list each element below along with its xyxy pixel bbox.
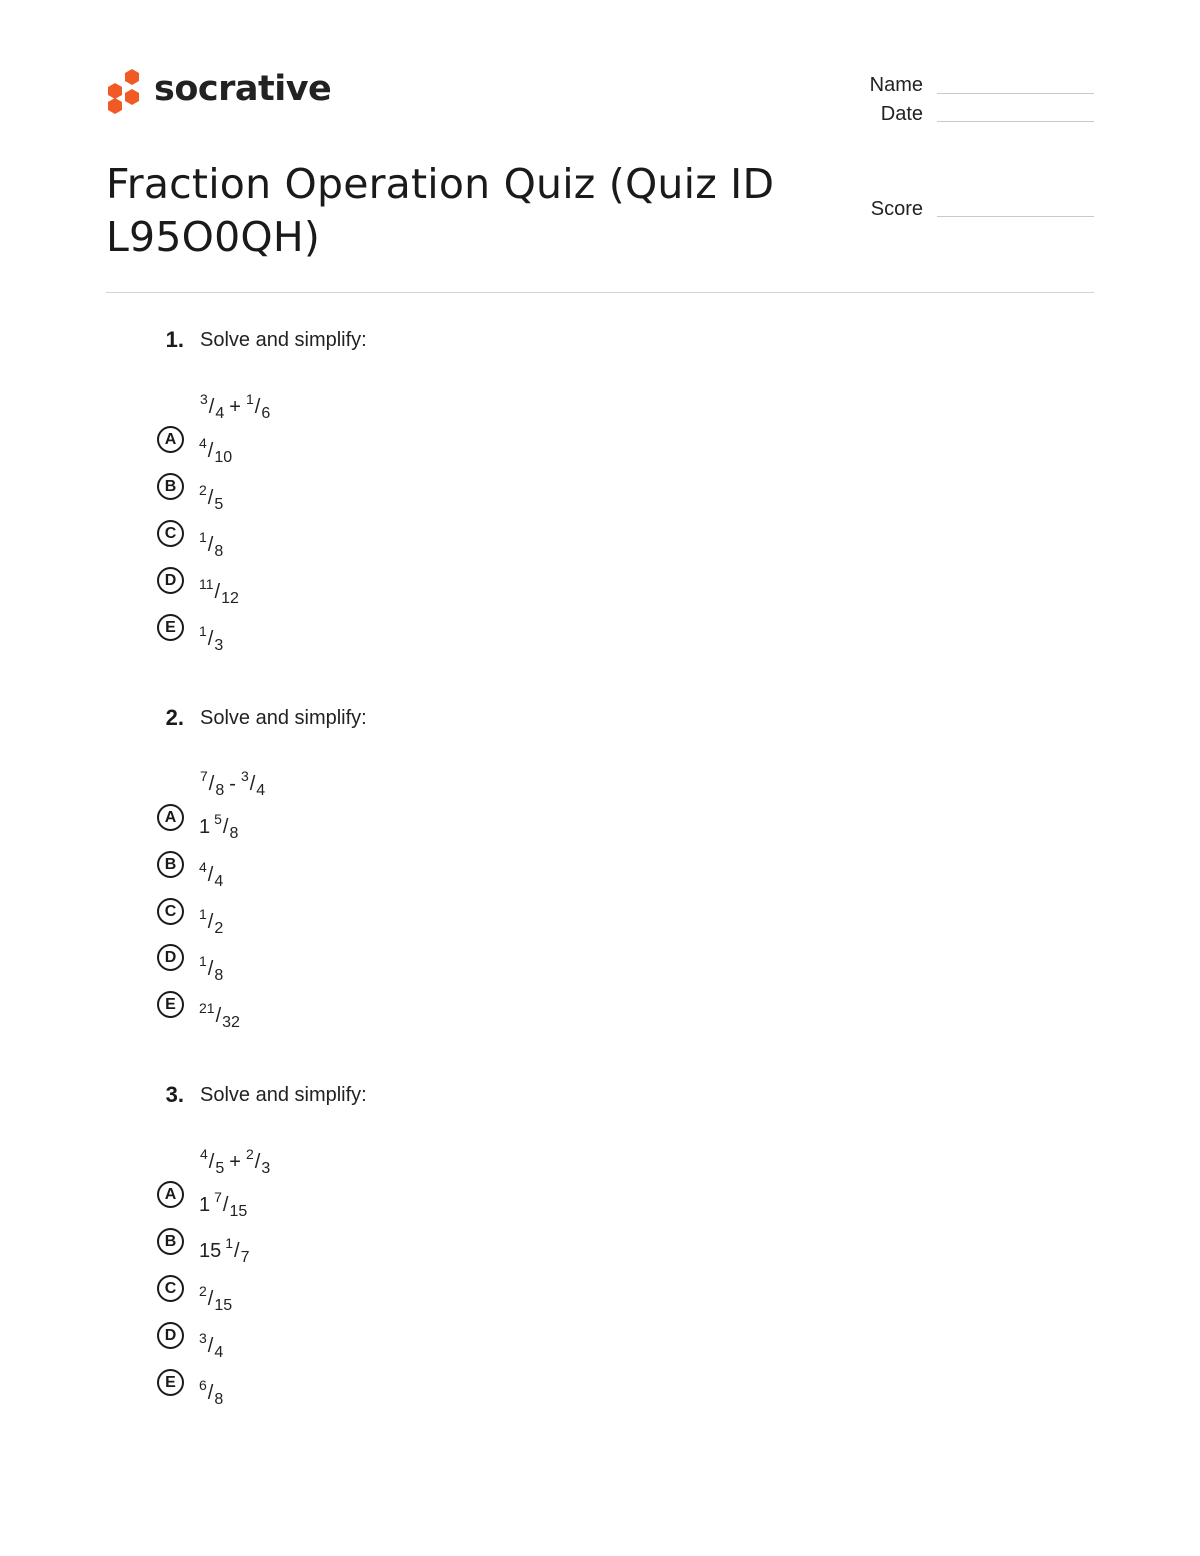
- name-label: Name: [869, 74, 923, 96]
- option-circle-b[interactable]: B: [157, 473, 184, 500]
- hexagon-cluster-icon: [106, 68, 142, 114]
- option-circle-a[interactable]: A: [157, 426, 184, 453]
- option-circle-b[interactable]: B: [157, 851, 184, 878]
- option-c-text[interactable]: $^1/_2$: [199, 906, 224, 937]
- header-divider: [106, 292, 1094, 293]
- question-number: 3.: [165, 1082, 184, 1107]
- option-a-text[interactable]: $^4/_{10}$: [199, 435, 233, 466]
- option-circle-a[interactable]: A: [157, 1181, 184, 1208]
- fraction: $^3/_4$: [200, 391, 225, 422]
- page-title: Fraction Operation Quiz (Quiz ID L95O0QH): [106, 160, 775, 261]
- question-prompt: Solve and simplify:: [200, 329, 367, 351]
- fraction: $^1/_6$: [245, 391, 271, 422]
- option-circle-b[interactable]: B: [157, 1228, 184, 1255]
- option-e-text[interactable]: $^1/_3$: [199, 623, 224, 654]
- option-circle-c[interactable]: C: [157, 520, 184, 547]
- date-label: Date: [880, 103, 923, 125]
- question-number: 1.: [165, 327, 184, 352]
- question-number: 2.: [165, 705, 184, 730]
- option-b-text[interactable]: 15 $^1/_7$: [199, 1235, 250, 1266]
- option-circle-e[interactable]: E: [157, 991, 184, 1018]
- option-d-text[interactable]: $^{11}/_{12}$: [199, 576, 239, 607]
- option-circle-c[interactable]: C: [157, 898, 184, 925]
- option-c-text[interactable]: $^2/_{15}$: [199, 1283, 233, 1314]
- fraction: $^7/_8$: [200, 768, 225, 799]
- date-field-line: [937, 121, 1094, 122]
- option-e-text[interactable]: $^{21}/_{32}$: [199, 1000, 240, 1031]
- option-e-text[interactable]: $^6/_8$: [199, 1377, 224, 1408]
- question-expression: [200, 391, 270, 423]
- operator: -: [229, 773, 236, 795]
- option-circle-d[interactable]: D: [157, 567, 184, 594]
- option-circle-a[interactable]: A: [157, 804, 184, 831]
- fraction: $^2/_3$: [245, 1146, 271, 1177]
- operator: +: [229, 396, 241, 418]
- question-prompt: Solve and simplify:: [200, 707, 367, 729]
- option-circle-e[interactable]: E: [157, 614, 184, 641]
- score-field-line: [937, 216, 1094, 217]
- brand-name: socrative: [154, 68, 332, 109]
- score-label: Score: [870, 198, 923, 220]
- fraction: $^4/_5$: [200, 1146, 225, 1177]
- name-field-line: [937, 93, 1094, 94]
- operator: +: [229, 1151, 241, 1173]
- option-d-text[interactable]: $^1/_8$: [199, 953, 224, 984]
- option-b-text[interactable]: $^4/_4$: [199, 859, 224, 890]
- fraction: $^3/_4$: [240, 768, 266, 799]
- option-b-text[interactable]: $^2/_5$: [199, 482, 224, 513]
- option-circle-c[interactable]: C: [157, 1275, 184, 1302]
- option-d-text[interactable]: $^3/_4$: [199, 1330, 224, 1361]
- question-expression: [200, 768, 265, 800]
- option-a-text[interactable]: 1 $^5/_8$: [199, 811, 239, 842]
- option-circle-d[interactable]: D: [157, 1322, 184, 1349]
- option-a-text[interactable]: 1 $^7/_{15}$: [199, 1189, 248, 1220]
- option-c-text[interactable]: $^1/_8$: [199, 529, 224, 560]
- question-prompt: Solve and simplify:: [200, 1084, 367, 1106]
- option-circle-d[interactable]: D: [157, 944, 184, 971]
- option-circle-e[interactable]: E: [157, 1369, 184, 1396]
- socrative-logo: [106, 68, 331, 114]
- question-expression: [200, 1146, 270, 1178]
